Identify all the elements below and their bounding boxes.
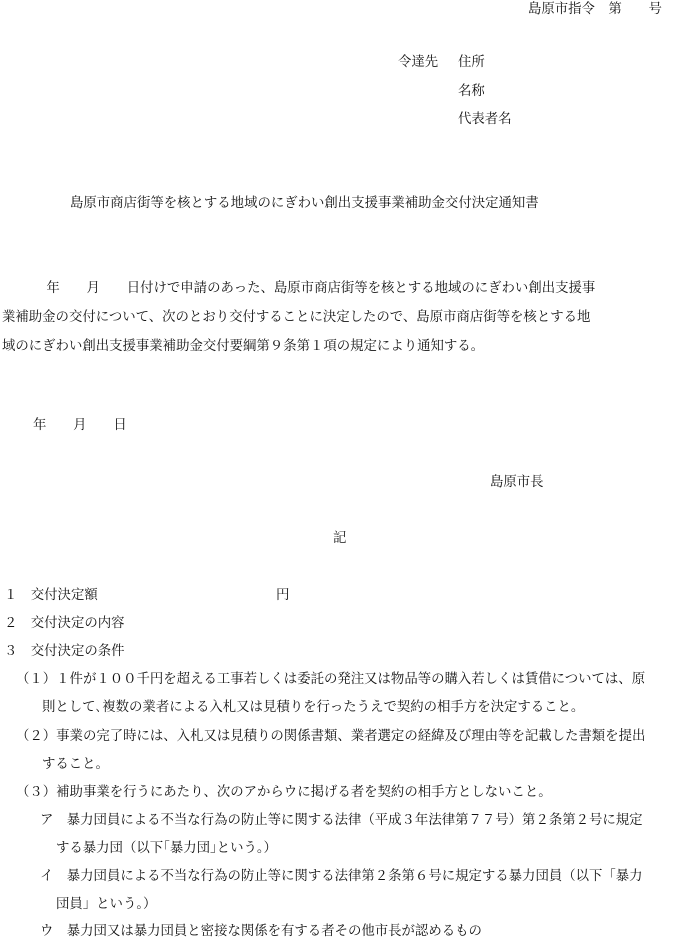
- condition-3-u-line-1: ウ 暴力団又は暴力団員と密接な関係を有する者その他市長が認めるもの: [40, 924, 482, 939]
- recipient-address-label: 住所: [458, 55, 485, 70]
- condition-1-line-1: （１）１件が１００千円を超える工事若しくは委託の発注又は物品等の購入若しくは賃借については、原: [16, 672, 646, 687]
- item-3-label: ３ 交付決定の条件: [4, 644, 125, 659]
- recipient-label: 令達先: [398, 55, 439, 70]
- condition-3-i-line-1: イ 暴力団員による不当な行為の防止等に関する法律第２条第６号に規定する暴力団員（以下「暴力: [40, 869, 643, 884]
- condition-3-i-line-2: 団員」という。）: [56, 897, 157, 912]
- recipient-name-label: 名称: [458, 84, 485, 99]
- ki-heading: 記: [333, 531, 347, 546]
- doc-number: 島原市指令 第 号: [528, 2, 662, 17]
- condition-1-line-2: 則として､複数の業者による入札又は見積りを行ったうえで契約の相手方を決定すること。: [42, 700, 585, 715]
- condition-3-line-1: （３）補助事業を行うにあたり、次のアからウに掲げる者を契約の相手方としないこと。: [16, 785, 552, 800]
- issuer-name: 島原市長: [490, 475, 544, 490]
- body-line-3: 域のにぎわい創出支援事業補助金交付要綱第９条第１項の規定により通知する。: [2, 339, 485, 354]
- item-2-label: ２ 交付決定の内容: [4, 616, 125, 631]
- body-line-1: 年 月 日付けで申請のあった、島原市商店街等を核とする地域のにぎわい創出支援事: [33, 281, 596, 296]
- condition-3-a-line-2: する暴力団（以下｢暴力団｣という。）: [56, 841, 277, 856]
- body-line-2: 業補助金の交付について、次のとおり交付することに決定したので、島原市商店街等を核とする地: [2, 310, 591, 325]
- condition-3-a-line-1: ア 暴力団員による不当な行為の防止等に関する法律（平成３年法律第７７号）第２条第２号に規定: [40, 813, 643, 828]
- issue-date-line: 年 月 日: [33, 418, 127, 433]
- recipient-representative-label: 代表者名: [458, 112, 512, 127]
- document-title: 島原市商店街等を核とする地域のにぎわい創出支援事業補助金交付決定通知書: [70, 196, 539, 211]
- condition-2-line-1: （２）事業の完了時には、入札又は見積りの関係書類、業者選定の経緯及び理由等を記載した書類を提出: [16, 729, 646, 744]
- condition-2-line-2: すること。: [42, 757, 109, 772]
- item-1-unit: 円: [276, 588, 290, 603]
- item-1-label: １ 交付決定額: [4, 588, 98, 603]
